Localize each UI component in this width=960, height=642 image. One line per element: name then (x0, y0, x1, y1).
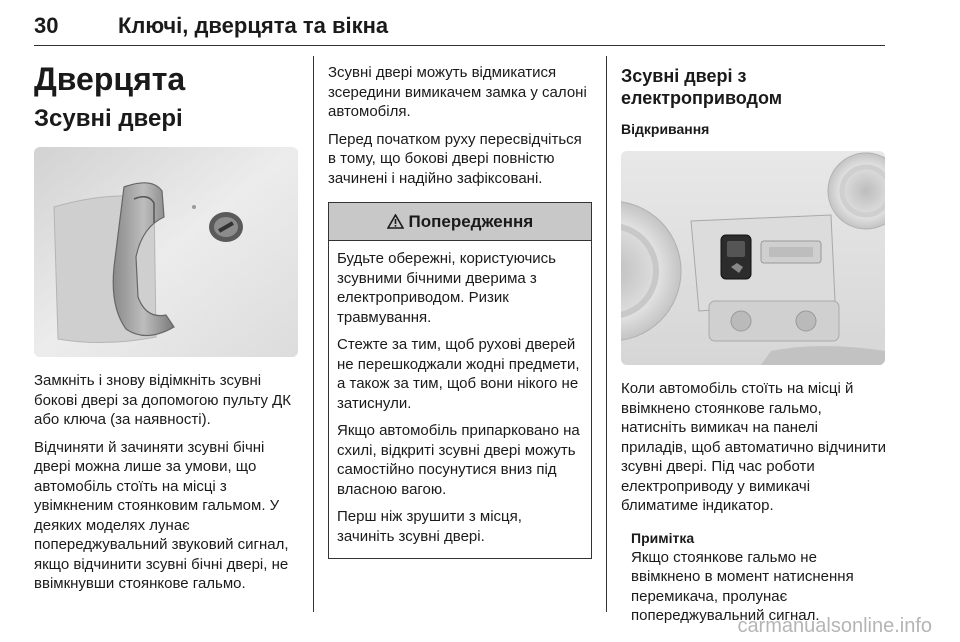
warning-paragraph: Будьте обережні, користуючись зсувними бічними дверима з електроприводом. Ризик травмування. (337, 250, 556, 326)
paragraph: Перед початком руху пересвідчіться в тому, що бокові двері повністю зачинені і надійно зафіксовані. (328, 130, 582, 187)
note-block (631, 528, 887, 626)
warning-paragraph: Стежте за тим, щоб рухові дверей не перешкоджали жодні предмети, а також за тим, щоб вони нікого не затиснули. (337, 336, 580, 412)
chapter-title: Ключі, дверцята та вікна (118, 13, 389, 38)
paragraph: Зсувні двері можуть відмикатися зсередини вимикачем замка у салоні автомобіля. (328, 64, 587, 120)
watermark: carmanualsonline.info (737, 615, 932, 637)
door-handle-drawing (34, 147, 298, 357)
warning-title: Попередження (408, 212, 534, 231)
section-title: Дверцята (34, 61, 186, 97)
section-title: Зсувні двері з електроприводом (621, 66, 783, 108)
warning-triangle-icon (387, 214, 404, 229)
warning-header (329, 203, 591, 241)
column-divider-left (313, 56, 314, 612)
paragraph: Замкніть і знову відімкніть зсувні бокові двері за допомогою пульту ДК або ключа (за наявності). (34, 372, 292, 428)
door-handle-illustration (34, 147, 298, 357)
subsection-title: Зсувні двері (34, 105, 183, 132)
warning-paragraph: Перш ніж зрушити з місця, зачиніть зсувні двері. (337, 508, 522, 545)
warning-body (329, 241, 591, 558)
column-left (34, 55, 300, 602)
paragraph: Відчиняти й зачиняти зсувні бічні двері можна лише за умови, що автомобіль стоїть на місці з увімкненим стоянковим гальмом. У деяких моделях лунає попереджувальний звуковий сигнал, якщо відчинити зсувні бічні двері, не ввімкнувши стоянкове гальмо. (34, 438, 289, 592)
dashboard-switch-illustration (621, 151, 885, 365)
column-right (621, 55, 887, 626)
note-title: Примітка (631, 529, 695, 546)
paragraph: Коли автомобіль стоїть на місці й ввімкнено стоянкове гальмо, натисніть вимикач на панелі приладів, щоб автоматично відчинити зсувні двері. Під час роботи електроприводу у вимикачі блиматиме індикатор. (621, 380, 886, 514)
page-number: 30 (34, 13, 59, 38)
warning-paragraph: Якщо автомобіль припарковано на схилі, відкриті зсувні двері можуть самостійно посунутися вниз під власною вагою. (337, 422, 580, 498)
subsection-title: Відкривання (621, 121, 710, 137)
page-header (34, 6, 885, 46)
column-divider-right (606, 56, 607, 612)
warning-box (328, 202, 592, 559)
dashboard-drawing (621, 151, 885, 365)
note-text: Якщо стоянкове гальмо не ввімкнено в момент натиснення перемикача, пролунає попереджувальний сигнал. (631, 548, 854, 624)
column-middle (328, 55, 592, 559)
header-rule (34, 45, 885, 46)
